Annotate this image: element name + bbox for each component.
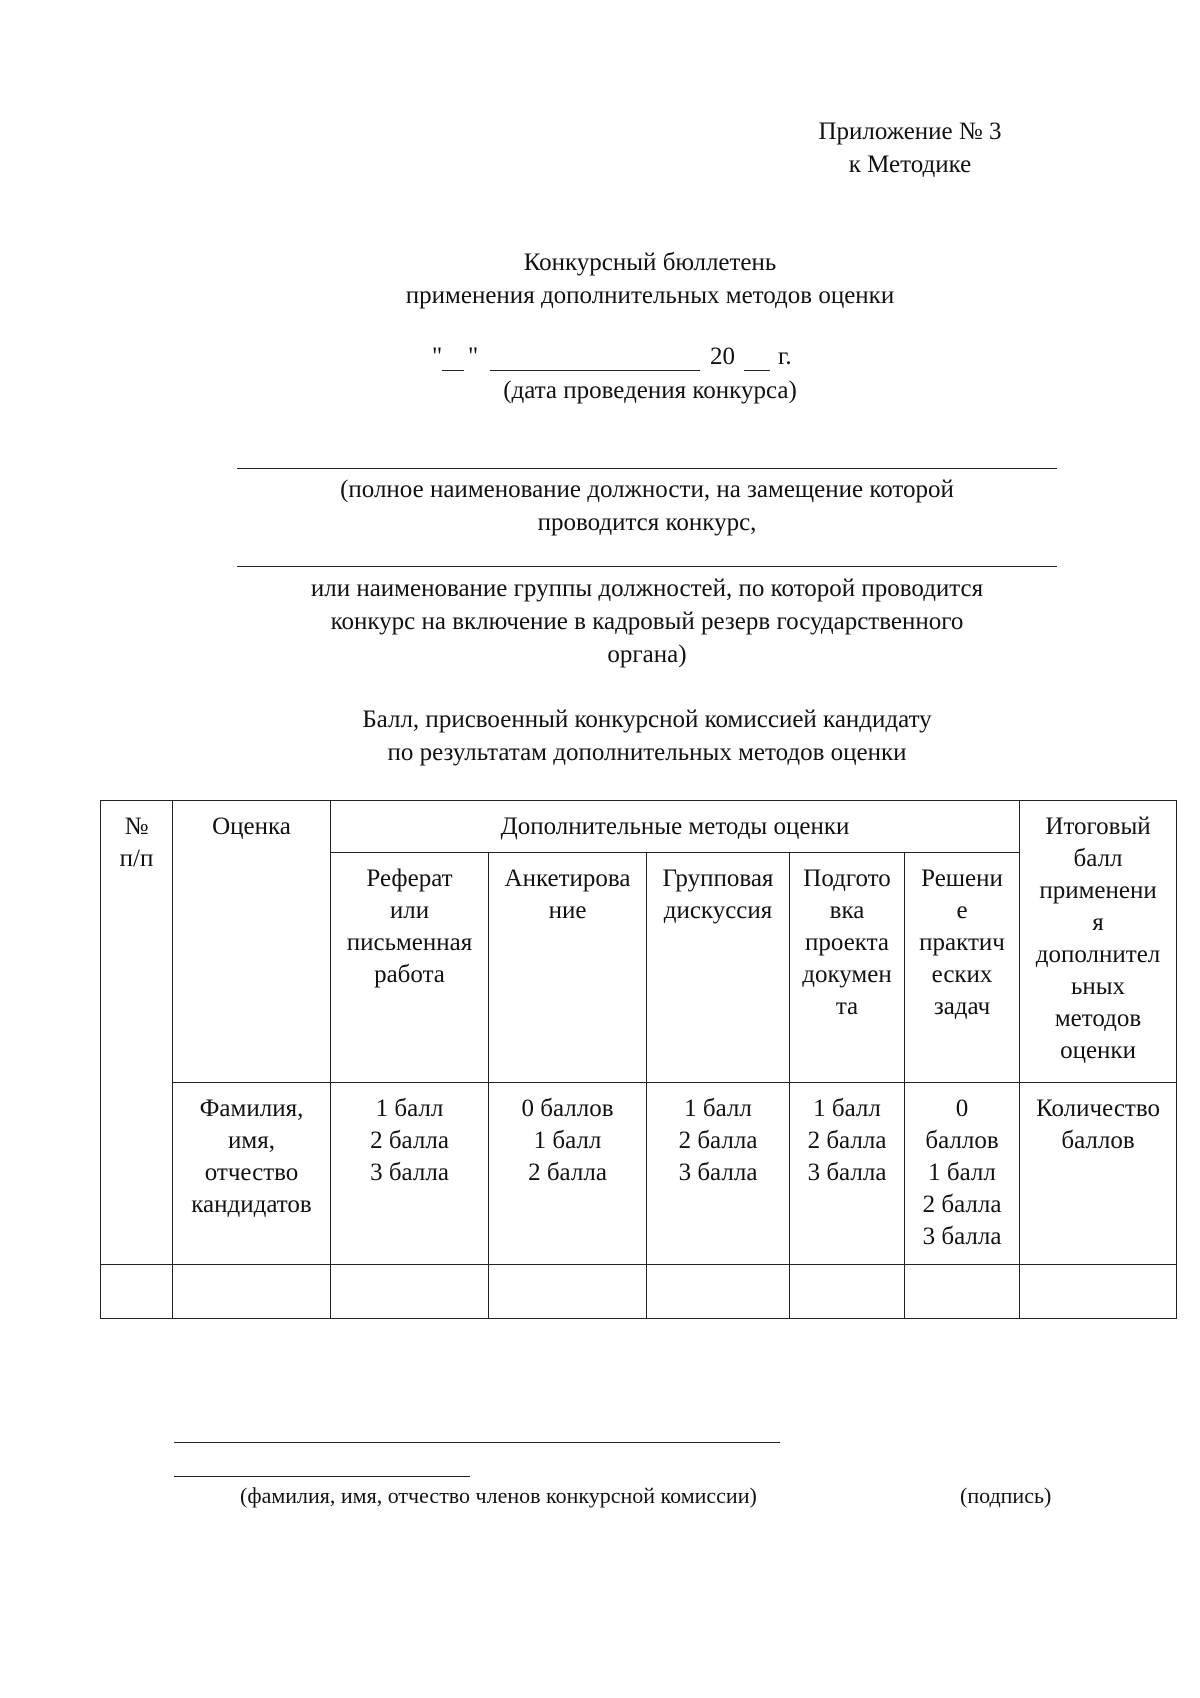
empty-cell[interactable]: [331, 1265, 489, 1319]
method-line: та: [835, 993, 859, 1020]
score-title: [237, 703, 1057, 769]
title-line-2: применения дополнительных методов оценки: [405, 282, 895, 309]
score-line: 3 балла: [807, 1159, 887, 1186]
row-label-line: отчество: [204, 1159, 299, 1186]
score-title-line-2: по результатам дополнительных методов оценки: [387, 739, 907, 766]
score-line: 3 балла: [922, 1223, 1002, 1250]
position-blank-line[interactable]: [237, 468, 1057, 469]
method-line: или: [389, 897, 430, 924]
empty-cell[interactable]: [905, 1265, 1020, 1319]
group-note-line-2: конкурс на включение в кадровый резерв государственного: [330, 608, 964, 635]
date-year-blank[interactable]: [744, 370, 770, 371]
method-line: проекта: [805, 929, 889, 956]
score-total-line: Количество: [1036, 1095, 1160, 1122]
score-line: 1 балл: [684, 1095, 752, 1122]
date-line: [432, 340, 872, 373]
position-note-line-2: проводится конкурс,: [537, 509, 757, 536]
header-total: [1020, 801, 1177, 1083]
score-line: 0 баллов: [521, 1095, 614, 1122]
row-label-candidates: [173, 1083, 331, 1265]
empty-cell[interactable]: [1020, 1265, 1177, 1319]
appendix-line-1: Приложение № 3: [818, 118, 1002, 145]
ballot-table: [100, 800, 1177, 1319]
score-line: 1 балл: [375, 1095, 444, 1122]
footer-signature-label: (подпись): [960, 1483, 1052, 1508]
header-total-line: балл: [1073, 845, 1123, 872]
method-line: ние: [548, 897, 587, 924]
method-essay: [331, 853, 489, 1083]
document-title: [0, 246, 1200, 312]
method-line: работа: [374, 961, 445, 988]
header-number-line: №: [124, 813, 149, 840]
method-line: Подгото: [803, 865, 891, 892]
score-line: 0: [955, 1095, 969, 1122]
date-year-suffix: г.: [778, 343, 792, 370]
score-line: 1 балл: [533, 1127, 602, 1154]
method-line: задач: [933, 993, 991, 1020]
score-document-draft: [790, 1083, 905, 1265]
table-score-row: [101, 1083, 1177, 1265]
row-label-line: Фамилия,: [199, 1095, 304, 1122]
header-total-line: методов: [1054, 1005, 1142, 1032]
commission-member-blank-line-2[interactable]: [174, 1476, 470, 1477]
score-line: 2 балла: [922, 1191, 1002, 1218]
method-line: практич: [919, 929, 1005, 956]
table-empty-row: [101, 1265, 1177, 1319]
score-total: [1020, 1083, 1177, 1265]
title-line-1: Конкурсный бюллетень: [523, 249, 777, 276]
header-number-line: п/п: [119, 845, 154, 872]
method-line: Анкетирова: [504, 865, 631, 892]
header-total-line: Итоговый: [1045, 813, 1151, 840]
date-caption: (дата проведения конкурса): [503, 377, 797, 404]
group-note-line-3: органа): [607, 641, 687, 668]
method-line: е: [956, 897, 968, 924]
date-quote-open: ": [432, 343, 443, 370]
method-practical-tasks: [905, 853, 1020, 1083]
method-survey: [489, 853, 647, 1083]
method-group-discussion: [647, 853, 790, 1083]
score-survey: [489, 1083, 647, 1265]
header-total-line: оценки: [1060, 1037, 1136, 1064]
method-line: Решени: [921, 865, 1003, 892]
empty-cell[interactable]: [489, 1265, 647, 1319]
method-document-draft: [790, 853, 905, 1083]
method-line: Групповая: [662, 865, 774, 892]
method-line: еских: [931, 961, 993, 988]
method-line: вка: [829, 897, 865, 924]
header-rating: [173, 801, 331, 1083]
position-note-line-1: (полное наименование должности, на замещение которой: [340, 476, 954, 503]
header-total-line: дополнител: [1035, 941, 1161, 968]
header-number: [101, 801, 173, 1265]
group-blank-line[interactable]: [237, 566, 1057, 567]
score-practical-tasks: [905, 1083, 1020, 1265]
table-header-row: [101, 801, 1177, 853]
score-title-line-1: Балл, присвоенный конкурсной комиссией кандидату: [362, 706, 932, 733]
row-label-line: имя,: [228, 1127, 275, 1154]
score-line: баллов: [925, 1127, 999, 1154]
score-line: 2 балла: [370, 1127, 449, 1154]
method-line: докумен: [802, 961, 892, 988]
header-rating-line: Оценка: [212, 813, 291, 840]
score-group-discussion: [647, 1083, 790, 1265]
position-note: [237, 473, 1057, 539]
group-note-line-1: или наименование группы должностей, по которой проводится: [310, 575, 984, 602]
footer-caption: (фамилия, имя, отчество членов конкурсной комиссии): [240, 1483, 757, 1508]
score-line: 1 балл: [813, 1095, 881, 1122]
score-line: 2 балла: [678, 1127, 758, 1154]
score-line: 2 балла: [807, 1127, 887, 1154]
score-line: 2 балла: [528, 1159, 607, 1186]
empty-cell[interactable]: [790, 1265, 905, 1319]
score-essay: [331, 1083, 489, 1265]
date-year-prefix: 20: [710, 343, 735, 370]
header-total-line: применени: [1039, 877, 1157, 904]
date-month-blank[interactable]: [490, 370, 700, 371]
header-total-line: ьных: [1070, 973, 1126, 1000]
appendix-line-2: к Методике: [848, 151, 972, 178]
empty-cell[interactable]: [101, 1265, 173, 1319]
score-line: 3 балла: [370, 1159, 449, 1186]
commission-member-blank-line[interactable]: [174, 1442, 780, 1443]
empty-cell[interactable]: [173, 1265, 331, 1319]
date-day-blank[interactable]: [442, 370, 464, 371]
header-methods: Дополнительные методы оценки: [331, 801, 1020, 853]
group-note: [237, 572, 1057, 671]
header-total-line: я: [1092, 909, 1104, 936]
date-quote-close: ": [468, 343, 479, 370]
appendix-header: [790, 115, 1030, 181]
method-line: дискуссия: [663, 897, 773, 924]
score-total-line: баллов: [1061, 1127, 1135, 1154]
row-label-line: кандидатов: [191, 1191, 312, 1218]
empty-cell[interactable]: [647, 1265, 790, 1319]
method-line: Реферат: [366, 865, 453, 892]
score-line: 1 балл: [928, 1159, 996, 1186]
method-line: письменная: [346, 929, 473, 956]
score-line: 3 балла: [678, 1159, 758, 1186]
